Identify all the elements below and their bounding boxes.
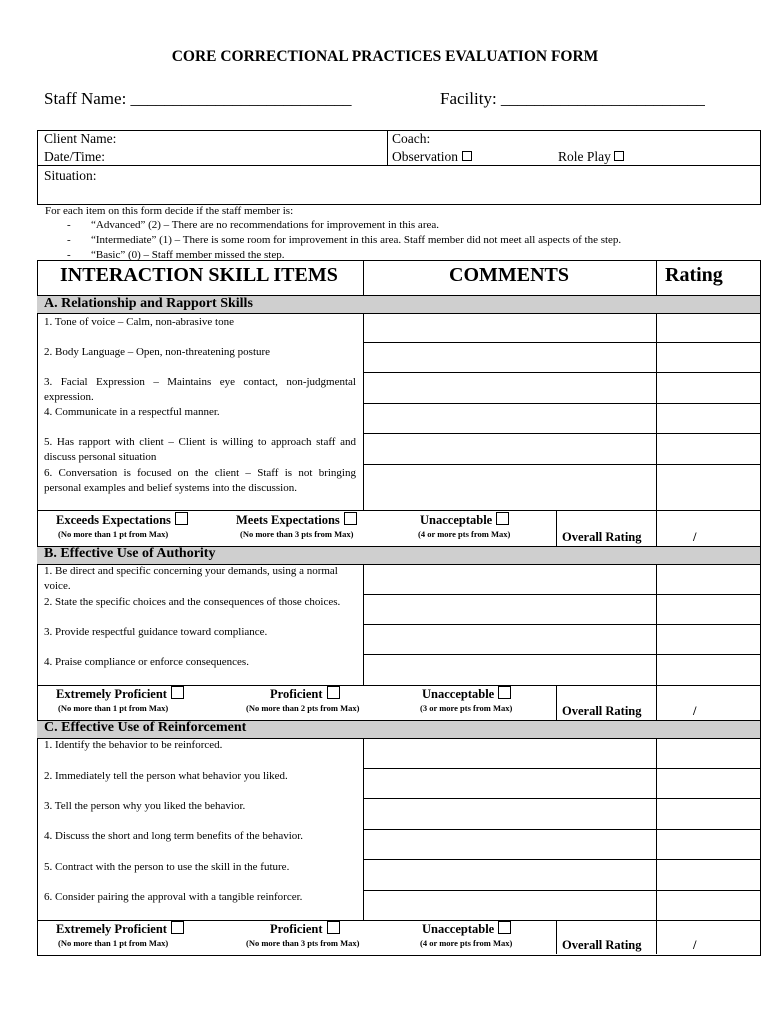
item-c6: 6. Consider pairing the approval with a tangible reinforcer. (44, 891, 303, 903)
bullet-dash: - (67, 234, 71, 246)
checkbox[interactable] (327, 921, 340, 934)
rating-c-proficient[interactable]: Proficient (270, 921, 340, 937)
item-c2: 2. Immediately tell the person what behavior you liked. (44, 770, 288, 782)
header-comments: COMMENTS (449, 264, 569, 286)
rating-a-meets[interactable]: Meets Expectations (236, 512, 357, 528)
item-a5: 5. Has rapport with client – Client is willing to approach staff and discuss personal situation (44, 436, 356, 463)
header-rating: Rating (665, 264, 723, 286)
rating-c-proficient-note: (No more than 3 pts from Max) (246, 938, 360, 948)
rating-b-extremely-proficient-note: (No more than 1 pt from Max) (58, 703, 169, 713)
client-name-field[interactable]: Client Name: (44, 131, 117, 146)
header-skill-items: INTERACTION SKILL ITEMS (60, 264, 338, 286)
rating-b-extremely-proficient[interactable]: Extremely Proficient (56, 686, 184, 702)
checkbox[interactable] (171, 921, 184, 934)
rating-c-unacceptable[interactable]: Unacceptable (422, 921, 511, 937)
overall-rating-a-label: Overall Rating (562, 530, 642, 544)
overall-rating-c-label: Overall Rating (562, 938, 642, 952)
item-c4: 4. Discuss the short and long term benefits of the behavior. (44, 830, 304, 842)
checkbox[interactable] (171, 686, 184, 699)
role-play-checkbox[interactable] (614, 151, 624, 161)
item-c5: 5. Contract with the person to use the skill in the future. (44, 861, 290, 873)
rating-c-extremely-proficient-note: (No more than 1 pt from Max) (58, 938, 169, 948)
rating-a-exceeds-note: (No more than 1 pt from Max) (58, 529, 169, 539)
item-c1: 1. Identify the behavior to be reinforced. (44, 739, 223, 751)
rating-a-meets-note: (No more than 3 pts from Max) (240, 529, 354, 539)
situation-field[interactable]: Situation: (44, 168, 97, 183)
facility-field[interactable]: Facility: ________________________ (440, 89, 705, 108)
checkbox[interactable] (175, 512, 188, 525)
coach-field[interactable]: Coach: (392, 131, 431, 146)
instruction-basic: “Basic” (0) – Staff member missed the step. (91, 249, 285, 261)
item-c3: 3. Tell the person why you liked the behavior. (44, 800, 246, 812)
item-b1: 1. Be direct and specific concerning your demands, using a normal voice. (44, 565, 338, 592)
overall-rating-c-value[interactable]: / (693, 938, 697, 952)
bullet-dash: - (67, 249, 71, 261)
rating-a-unacceptable-note: (4 or more pts from Max) (418, 529, 511, 539)
overall-rating-b-label: Overall Rating (562, 704, 642, 718)
role-play-option[interactable]: Role Play (558, 149, 624, 165)
checkbox[interactable] (498, 921, 511, 934)
item-a1: 1. Tone of voice – Calm, non-abrasive tone (44, 316, 234, 328)
rating-b-unacceptable-note: (3 or more pts from Max) (420, 703, 513, 713)
section-c-title: C. Effective Use of Reinforcement (44, 720, 247, 735)
rating-b-proficient[interactable]: Proficient (270, 686, 340, 702)
item-b3: 3. Provide respectful guidance toward compliance. (44, 626, 268, 638)
instruction-advanced: “Advanced” (2) – There are no recommendations for improvement in this area. (91, 219, 439, 231)
checkbox[interactable] (498, 686, 511, 699)
instructions-intro: For each item on this form decide if the staff member is: (45, 205, 294, 217)
form-title: CORE CORRECTIONAL PRACTICES EVALUATION FORM (171, 48, 599, 65)
checkbox[interactable] (496, 512, 509, 525)
item-a6: 6. Conversation is focused on the client – Staff is not bringing personal examples and belief systems into the discussion. (44, 467, 356, 494)
observation-checkbox[interactable] (462, 151, 472, 161)
rating-a-unacceptable[interactable]: Unacceptable (420, 512, 509, 528)
observation-option[interactable]: Observation (392, 149, 472, 165)
rating-b-unacceptable[interactable]: Unacceptable (422, 686, 511, 702)
checkbox[interactable] (327, 686, 340, 699)
instruction-intermediate: “Intermediate” (1) – There is some room for improvement in this area. Staff member did not meet all aspects of the step. (91, 234, 622, 246)
staff-name-field[interactable]: Staff Name: __________________________ (44, 89, 352, 108)
overall-rating-b-value[interactable]: / (693, 704, 697, 718)
checkbox[interactable] (344, 512, 357, 525)
rating-b-proficient-note: (No more than 2 pts from Max) (246, 703, 360, 713)
rating-c-extremely-proficient[interactable]: Extremely Proficient (56, 921, 184, 937)
item-b2: 2. State the specific choices and the consequences of those choices. (44, 596, 341, 608)
item-a2: 2. Body Language – Open, non-threatening posture (44, 346, 271, 358)
date-time-field[interactable]: Date/Time: (44, 149, 106, 164)
section-a-title: A. Relationship and Rapport Skills (44, 296, 253, 311)
item-b4: 4. Praise compliance or enforce consequences. (44, 656, 249, 668)
overall-rating-a-value[interactable]: / (693, 530, 697, 544)
section-b-title: B. Effective Use of Authority (44, 546, 216, 561)
bullet-dash: - (67, 219, 71, 231)
rating-c-unacceptable-note: (4 or more pts from Max) (420, 938, 513, 948)
item-a3: 3. Facial Expression – Maintains eye contact, non-judgmental expression. (44, 376, 356, 403)
item-a4: 4. Communicate in a respectful manner. (44, 406, 220, 418)
rating-a-exceeds[interactable]: Exceeds Expectations (56, 512, 188, 528)
